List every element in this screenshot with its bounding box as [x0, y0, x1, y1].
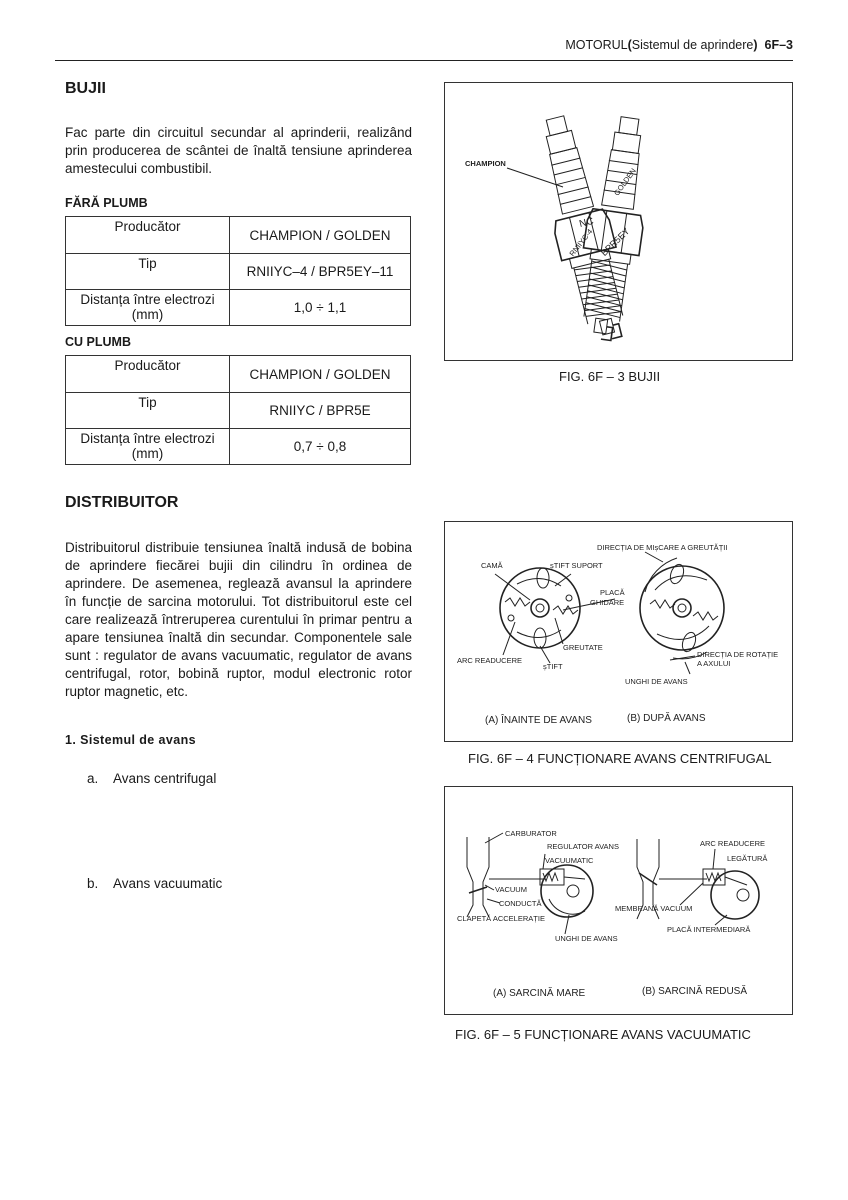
fig4-caption: FIG. 6F – 4 FUNCȚIONARE AVANS CENTRIFUGAL [468, 751, 772, 766]
vacuum-advance-illustration [445, 787, 792, 1014]
label-direction-weights: DIRECȚIA DE MIșCARE A GREUTĂȚII [597, 543, 728, 552]
label-vacuum-membrane: MEMBRANĂ VACUUM [615, 904, 693, 913]
label-linkage: LEGĂTURĂ [727, 854, 768, 863]
plug1-mark: NC [578, 215, 595, 231]
table-cell-value: RNIIYC / BPR5E [230, 393, 411, 429]
label-regulator: REGULATOR AVANS [547, 842, 619, 851]
bujii-paragraph: Fac parte din circuitul secundar al aprinderii, realizând prin producerea de scântei de înaltă tensiune aprinderea amestecului combustibil. [65, 125, 412, 176]
figure-centrifugal-advance [444, 521, 793, 742]
champion-label: CHAMPION [465, 159, 506, 168]
list-item-b-marker: b. [87, 876, 99, 891]
label-rotation-direction: DIRECȚIA DE ROTAȚIE [697, 650, 779, 659]
section-title-distribuitor: DISTRIBUITOR [65, 494, 179, 511]
label-carburetor: CARBURATOR [505, 829, 557, 838]
header-subtitle: Sistemul de aprindere [631, 38, 754, 52]
running-header [565, 38, 793, 52]
table-cell-value: 1,0 ÷ 1,1 [230, 290, 411, 326]
table-row [66, 290, 411, 326]
subcaption-after-advance: (B) DUPĂ AVANS [627, 713, 706, 724]
label-support-pin: șTIFT SUPORT [550, 561, 603, 570]
list-item-b: Avans vacuumatic [113, 876, 223, 891]
header-paren-close: ) [753, 38, 758, 52]
label-intermediate-plate: PLACĂ INTERMEDIARĂ [667, 925, 751, 934]
page-code: 6F–3 [764, 38, 793, 52]
header-title: MOTORUL [565, 38, 628, 52]
distributor-before-advance [500, 568, 580, 648]
subcaption-low-load: (B) SARCINĂ REDUSĂ [642, 986, 748, 997]
label-vacuumatic: VACUUMATIC [545, 856, 594, 865]
label-advance-angle: UNGHI DE AVANS [555, 934, 618, 943]
subcaption-high-load: (A) SARCINĂ MARE [493, 988, 586, 999]
header-paren-open: ( [627, 38, 632, 52]
plug2-brand-label: GOLDEN [612, 166, 638, 198]
leaded-title: CU PLUMB [65, 335, 131, 349]
label-plate: PLACĂ [600, 588, 625, 597]
label-cam: CAMĂ [481, 561, 503, 570]
label-of-shaft: A AXULUI [697, 659, 731, 668]
label-duct: CONDUCTĂ [499, 899, 542, 908]
distributor-after-advance [640, 558, 724, 659]
label-vacuum: VACUUM [495, 885, 527, 894]
list-item-a: Avans centrifugal [113, 771, 217, 786]
table-cell-label: Distanța între electrozi (mm) [66, 290, 230, 326]
fig5-caption: FIG. 6F – 5 FUNCȚIONARE AVANS VACUUMATIC [455, 1027, 751, 1042]
table-cell-value: CHAMPION / GOLDEN [230, 217, 411, 254]
header-rule [55, 60, 793, 61]
table-cell-value: CHAMPION / GOLDEN [230, 356, 411, 393]
label-advance-angle: UNGHI DE AVANS [625, 677, 688, 686]
centrifugal-advance-illustration [445, 522, 792, 741]
table-row [66, 356, 411, 393]
table-row [66, 429, 411, 465]
label-throttle: CLAPETĂ ACCELERAȚIE [457, 914, 545, 923]
leaded-table [65, 355, 411, 465]
list-item-a-marker: a. [87, 771, 99, 786]
distribuitor-paragraph: Distribuitorul distribuie tensiunea înaltă indusă de bobina de aprindere fiecărei bujii din cilindru în ordinea de aprindere. De asemenea, reglează avansul la aprindere în funcție de sarcina motorului. Tot distribuitorul este cel care realizează întreruperea curentului în primar pentru a apare tensiunea înaltă din secundar. Componentele sale sunt : regulator de avans vacuumatic, regulator de avans centrifugal, rotor, bobină ruptor, modul electronic rotor ruptor magnetic, etc. [65, 540, 412, 699]
plug2-label: BPR5EY [598, 226, 632, 258]
unleaded-title: FĂRĂ PLUMB [65, 196, 148, 210]
label-pin: șTIFT [543, 662, 563, 671]
subcaption-before-advance: (A) ÎNAINTE DE AVANS [485, 715, 592, 726]
fig3-caption: FIG. 6F – 3 BUJII [559, 369, 661, 384]
figure-spark-plugs [444, 82, 793, 361]
table-cell-value: RNIIYC–4 / BPR5EY–11 [230, 254, 411, 290]
table-cell-label: Distanța între electrozi (mm) [66, 429, 230, 465]
table-row [66, 254, 411, 290]
table-cell-label: Producător [66, 217, 230, 254]
plug1-label: RNIIYC-4 [567, 227, 595, 259]
table-row [66, 217, 411, 254]
label-return-spring: ARC READUCERE [457, 656, 523, 665]
section-title-bujii: BUJII [65, 80, 106, 97]
table-cell-value: 0,7 ÷ 0,8 [230, 429, 411, 465]
label-weight: GREUTATE [563, 643, 603, 652]
spark-plugs-illustration [445, 83, 792, 360]
table-cell-label: Tip [66, 393, 230, 429]
unleaded-table [65, 216, 411, 326]
subsection-title: 1. Sistemul de avans [65, 733, 196, 747]
table-cell-label: Producător [66, 356, 230, 393]
table-row [66, 393, 411, 429]
label-return-spring: ARC READUCERE [700, 839, 766, 848]
table-cell-label: Tip [66, 254, 230, 290]
figure-vacuum-advance [444, 786, 793, 1015]
label-guide: GHIDARE [590, 598, 625, 607]
